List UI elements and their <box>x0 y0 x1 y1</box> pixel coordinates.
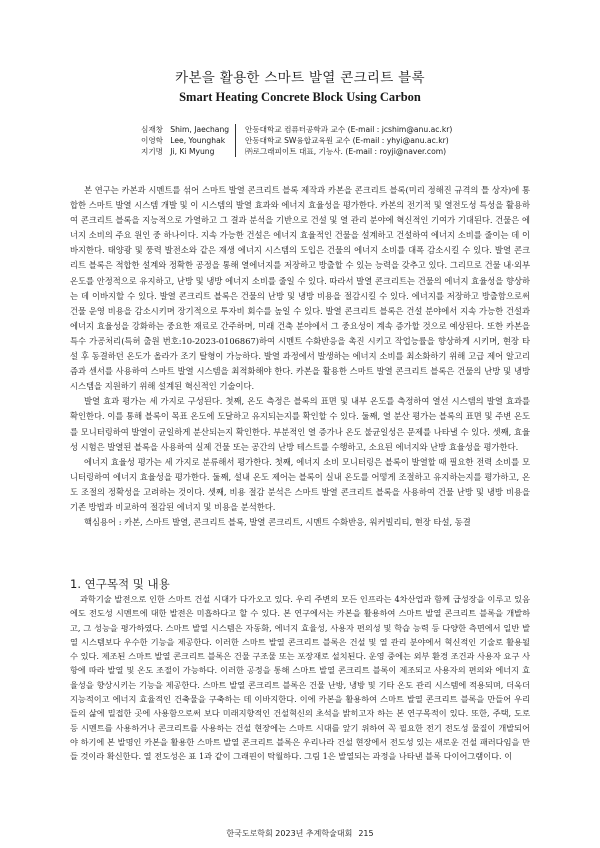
author-row <box>115 124 515 135</box>
author-row <box>115 135 515 146</box>
author-divider <box>235 124 236 157</box>
section-heading: 1. 연구목적 및 내용 <box>70 577 170 591</box>
abstract-paragraph: 에너지 효율성 평가는 세 가지로 분류해서 평가한다. 첫째, 에너지 소비 모니터링은 블록이 발열할 때 필요한 전력 소비를 모니터링하여 에너지 효율성을 평가한다. 둘째, 설내 온도 제어는 블록이 실내 온도를 어떻게 조절하고 유지하는지를 평가하고, 온도 조절의 정확성을 고려하는 것이다. 셋째, 비용 절감 분석은 스마트 발열 콘크리트 블록을 사용하여 건물 난방 및 냉방 비용을 기존 방법과 비교하여 절감된 에너지 및 비용을 분석한다. <box>70 456 530 512</box>
abstract-paragraph: 발열 효과 평가는 세 가지로 구성된다. 첫째, 온도 측정은 블록의 표면 및 내부 온도를 측정하여 열선 시스템의 발열 효과를 확인한다. 이를 통해 블록이 목표 온도에 도달하고 유지되는지를 확인할 수 있다. 둘째, 열 분산 평가는 블록의 표면 및 주변 온도를 모니터링하여 발열이 균일하게 분산되는지 확인한다. 부분적인 열 증가나 온도 불균일성은 문제를 나타낼 수 있다. 셋째, 효율성 시험은 발열된 블록을 사용하여 실제 건물 또는 공간의 난방 테스트를 수행하고, 소요된 에너지와 난방 효율성을 평가한다. <box>70 396 530 452</box>
author-name: 심재창 Shim, Jaechang <box>141 125 230 134</box>
paper-title-english: Smart Heating Concrete Block Using Carbon <box>179 90 421 104</box>
keywords: 핵심용어 : 카본, 스마트 발열, 콘크리트 블록, 발열 콘크리트, 시멘트 수화반응, 워커빌리티, 현장 타설, 동결 <box>84 517 471 528</box>
author-affiliation: ㈜로그래피이트 대표, 기능사. (E-mail : royji@naver.com) <box>245 147 447 156</box>
author-affiliation: 안동대학교 SW융합교육원 교수 (E-mail : yhyi@anu.ac.kr) <box>245 136 449 145</box>
page-footer <box>0 828 600 839</box>
abstract-paragraph: 본 연구는 카본과 시멘트를 섞어 스마트 발열 콘크리트 블록 제작과 카본을 콘크리트 블록(미리 정해진 규격의 틀 상자)에 통합한 스마트 발열 시스템 개발 및 이 시스템의 발열 효과와 에너지 효율성을 평가한다. 카본의 전기적 및 열전도성 특성을 활용하여 콘크리트 블록을 지능적으로 가열하고 그 결과 분석을 기반으로 건설 및 열 관리 분야에 혁신적인 기여가 기대된다. 건물은 에너지 소비의 주요 원인 중 하나이다. 지속 가능한 건설은 에너지 효율적인 건물을 설계하고 건설하여 에너지 소비를 줄이는 데 이바지한다. 태양광 및 풍력 발전소와 같은 재생 에너지 시스템의 도입은 건물의 에너지 소비를 대폭 감소시킬 수 있다. 발열 콘크리트 블록은 적합한 설계와 정확한 공정을 통해 열에너지를 저장하고 방출할 수 있는 능력을 갖추고 있다. 그리므로 건물 내·외부 온도를 안정적으로 유지하고, 난방 및 냉방 에너지 소비를 줄일 수 있다. 따라서 발열 콘크리트는 건물의 에너지 효율성을 향상하는 데 이바지할 수 있다. 발열 콘크리트 블록은 건물의 난방 및 냉방 비용을 절감시킬 수 있다. 에너지를 저장하고 방출함으로써 건물 운영 비용을 감소시키며 장기적으로 투자비 회수를 높일 수 있다. 발열 콘크리트 블록은 건설 분야에서 지속 가능한 건설과 에너지 효율성을 강화하는 중요한 재료로 간주하며, 미래 건축 분야에서 그 중요성이 계속 증가할 것으로 예상된다. 또한 카본을 특수 가공처리(특허 출원 번호:10-2023-0106867)하여 시멘트 수화반응을 촉진 시키고 작업능률을 향상하게 시키며, 현장 타설 후 동결하던 온도가 올라가 조기 탈형이 가능하다. 발열 과정에서 발생하는 에너지 소비를 최소화하기 위해 고급 제어 알고리즘과 센서를 사용하여 스마트 발열 시스템을 최적화해야 한다. 카본을 활용한 스마트 발열 콘크리트 블록은 건물의 난방 및 냉방 시스템을 지원하기 위해 설계된 혁신적인 기술이다. <box>70 185 530 392</box>
author-name: 지기명 Ji, Ki Myung <box>141 147 215 156</box>
author-row <box>115 146 515 157</box>
conference-name: 한국도로학회 2023년 추계학술대회 <box>226 829 353 838</box>
author-name: 이영학 Lee, Younghak <box>141 136 226 145</box>
paper-title-korean: 카본을 활용한 스마트 발열 콘크리트 블록 <box>175 70 425 86</box>
abstract <box>70 183 530 530</box>
page-number: 215 <box>358 829 374 838</box>
author-block <box>115 124 515 157</box>
section-body <box>70 592 530 764</box>
author-affiliation: 안동대학교 컴퓨터공학과 교수 (E-mail : jcshim@anu.ac.kr) <box>245 125 453 134</box>
body-paragraph: 과학기술 발전으로 인한 스마트 건설 시대가 다가오고 있다. 우리 주변의 모든 인프라는 4차산업과 함께 급성장을 이루고 있음에도 전도성 시멘트에 대한 발전은 미흡하다고 할 수 있다. 본 연구에서는 카본을 활용하여 스마트 발열 콘크리트 블록을 개발하고, 그 성능을 평가하였다. 스마트 발열 시스템은 자동화, 에너지 효율성, 사용자 편의성 및 학습 능력 등 다양한 측면에서 일반 발열 시스템보다 우수한 기능을 제공한다. 이러한 스마트 발열 콘크리트 블록은 건설 및 열 관리 분야에서 혁신적인 기술로 활용될 수 있다. 제조된 스마트 발열 콘크리트 블록은 건물 구조물 또는 포장재로 설치된다. 운영 중에는 외부 환경 조건과 사용자 요구 사항에 따라 발열 및 온도 조절이 가능하다. 이러한 공정을 통해 스마트 발열 콘크리트 블록이 제조되고 사용자의 편의와 에너지 효율성을 향상시키는 기능을 제공한다. 스마트 발열 콘크리트 블록은 건물 난방, 냉방 및 기타 온도 관리 시스템에 적용되며, 더욱더 지능적이고 에너지 효율적인 건축물을 구축하는 데 이바지한다. 이에 카본을 활용하여 스마트 발열 콘크리트 블록을 만들어 우리들의 삶에 밀접한 곳에 사용함으로써 보다 미래지향적인 건설혁신의 초석을 밝히고자 하는 본 연구목적이 있다. 또한, 주택, 도로 등 시멘트를 사용하거나 콘크리트를 사용하는 건설 현장에는 스마트 시대를 앞기 위하여 꼭 필요한 전기 전도성 물질이 개발되어야 하기에 본 발명인 카본을 활용한 스마트 발열 콘크리트 블록은 우리나라 건설 현장에서 전도성 있는 새로운 건설 패러다임을 만들 것이라 확신한다. 열 전도성은 표 1과 같이 그래핀이 탁월하다. 그림 1은 발열되는 과정을 나타낸 블록 다이어그램이다. 이 <box>70 594 530 762</box>
